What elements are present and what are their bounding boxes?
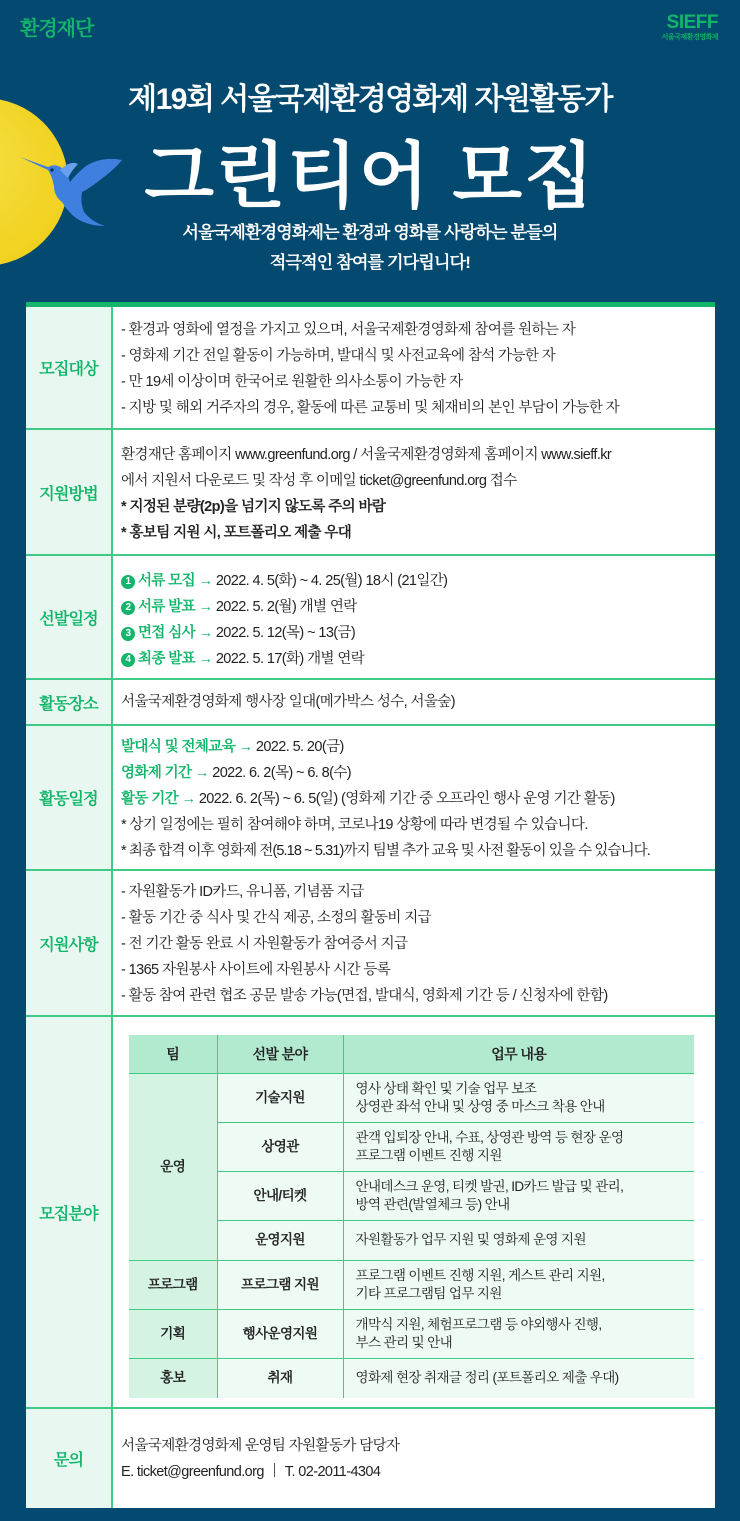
field-cell: 상영관	[217, 1122, 343, 1171]
header-team: 팀	[129, 1035, 217, 1073]
divider	[274, 1463, 275, 1477]
table-row	[129, 1073, 694, 1122]
row-place	[26, 680, 715, 726]
row-contact	[26, 1409, 715, 1508]
content-fields	[113, 1017, 715, 1407]
team-cell: 프로그램	[129, 1260, 217, 1309]
label-contact: 문의	[26, 1409, 113, 1508]
table-header-row	[129, 1035, 694, 1073]
content-method	[113, 430, 715, 554]
list-item: - 만 19세 이상이며 한국어로 원활한 의사소통이 가능한 자	[121, 374, 463, 390]
activity-item: 영화제 기간 → 2022. 6. 2(목) ~ 6. 8(수)	[121, 765, 351, 781]
schedule-item: 3 면접 심사 → 2022. 5. 12(목) ~ 13(금)	[121, 620, 707, 646]
list-item: - 환경과 영화에 열정을 가지고 있으며, 서울국제환경영화제 참여를 원하는 자	[121, 322, 576, 338]
desc-cell: 안내데스크 운영, 티켓 발권, ID카드 발급 및 관리, 방역 관련(발열체크 등) 안내	[343, 1171, 694, 1220]
poster-header	[0, 0, 740, 300]
title-line1: 제19회 서울국제환경영화제 자원활동가	[128, 83, 612, 116]
row-method	[26, 430, 715, 556]
greenfund-logo: 환경재단	[20, 18, 94, 40]
content-place: 서울국제환경영화제 행사장 일대(메가박스 성수, 서울숲)	[121, 694, 455, 710]
schedule-item: 4 최종 발표 → 2022. 5. 17(화) 개별 연락	[121, 646, 707, 672]
sieff-logo-text: SIEFF	[666, 12, 718, 33]
fields-table	[129, 1035, 694, 1398]
row-fields	[26, 1017, 715, 1409]
desc-cell: 프로그램 이벤트 진행 지원, 게스트 관리 지원, 기타 프로그램팀 업무 지원	[343, 1260, 694, 1309]
list-item: - 활동 참여 관련 협조 공문 발송 가능(면접, 발대식, 영화제 기간 등 / 신청자에 한함)	[121, 988, 608, 1004]
row-activity	[26, 726, 715, 871]
label-activity: 활동일정	[26, 726, 113, 869]
contact-details	[121, 1459, 707, 1485]
activity-item: 발대식 및 전체교육 → 2022. 5. 20(금)	[121, 739, 344, 755]
sieff-logo	[662, 14, 718, 42]
content-activity	[113, 726, 715, 869]
row-support	[26, 871, 715, 1017]
table-row	[129, 1260, 694, 1309]
desc-cell: 자원활동가 업무 지원 및 영화제 운영 지원	[343, 1220, 694, 1260]
desc-cell: 영화제 현장 취재글 정리 (포트폴리오 제출 우대)	[343, 1358, 694, 1398]
field-cell: 기술지원	[217, 1073, 343, 1122]
activity-note1: * 상기 일정에는 필히 참여해야 하며, 코로나19 상황에 따라 변경될 수 있습니다.	[121, 817, 588, 833]
field-cell: 행사운영지원	[217, 1309, 343, 1358]
label-schedule: 선발일정	[26, 556, 113, 678]
subtitle-line2: 적극적인 참여를 기다립니다!	[269, 253, 471, 272]
field-cell: 프로그램 지원	[217, 1260, 343, 1309]
contact-line1: 서울국제환경영화제 운영팀 자원활동가 담당자	[121, 1437, 400, 1454]
label-method: 지원방법	[26, 430, 113, 554]
row-schedule	[26, 556, 715, 680]
field-cell: 안내/티켓	[217, 1171, 343, 1220]
team-cell: 기획	[129, 1309, 217, 1358]
title-line2: 그린티어 모집	[144, 137, 596, 217]
list-item: - 1365 자원봉사 사이트에 자원봉사 시간 등록	[121, 962, 391, 978]
content-support	[113, 871, 715, 1015]
list-item: - 영화제 기간 전일 활동이 가능하며, 발대식 및 사전교육에 참석 가능한 자	[121, 348, 556, 364]
contact-email[interactable]: E. ticket@greenfund.org	[121, 1463, 264, 1480]
subtitle-line1: 서울국제환경영화제는 환경과 영화를 사랑하는 분들의	[182, 223, 558, 242]
subtitle	[0, 218, 740, 278]
content-contact	[113, 1409, 715, 1508]
header-desc: 업무 내용	[343, 1035, 694, 1073]
activity-item: 활동 기간 → 2022. 6. 2(목) ~ 6. 5(일) (영화제 기간 중 오프라인 행사 운영 기간 활동)	[121, 791, 615, 807]
method-note2: * 홍보팀 지원 시, 포트폴리오 제출 우대	[121, 525, 352, 541]
sieff-logo-subtext: 서울국제환경영화제	[661, 34, 718, 41]
desc-cell: 영사 상태 확인 및 기술 업무 보조 상영관 좌석 안내 및 상영 중 마스크 착용 안내	[343, 1073, 694, 1122]
field-cell: 취재	[217, 1358, 343, 1398]
label-fields: 모집분야	[26, 1017, 113, 1407]
desc-cell: 관객 입퇴장 안내, 수표, 상영관 방역 등 현장 운영 프로그램 이벤트 진행 지원	[343, 1122, 694, 1171]
label-support: 지원사항	[26, 871, 113, 1015]
content-target	[113, 307, 715, 428]
table-row	[129, 1358, 694, 1398]
method-line1: 환경재단 홈페이지 www.greenfund.org / 서울국제환경영화제 홈페이지 www.sieff.kr	[121, 447, 612, 463]
contact-phone[interactable]: T. 02-2011-4304	[284, 1463, 381, 1480]
label-target: 모집대상	[26, 307, 113, 428]
field-cell: 운영지원	[217, 1220, 343, 1260]
list-item: - 지방 및 해외 거주자의 경우, 활동에 따른 교통비 및 체재비의 본인 부담이 가능한 자	[121, 400, 620, 416]
number-2-icon: 2	[121, 601, 135, 615]
schedule-item: 1 서류 모집 → 2022. 4. 5(화) ~ 4. 25(월) 18시 (21일간)	[121, 568, 707, 594]
number-3-icon: 3	[121, 627, 135, 641]
info-table	[26, 302, 715, 1508]
number-4-icon: 4	[121, 653, 135, 667]
number-1-icon: 1	[121, 575, 135, 589]
table-row	[129, 1309, 694, 1358]
method-note1: * 지정된 분량(2p)을 넘기지 않도록 주의 바람	[121, 499, 386, 515]
row-target	[26, 307, 715, 430]
method-line2: 에서 지원서 다운로드 및 작성 후 이메일 ticket@greenfund.org 접수	[121, 473, 517, 489]
team-cell: 홍보	[129, 1358, 217, 1398]
list-item: - 활동 기간 중 식사 및 간식 제공, 소정의 활동비 지급	[121, 910, 432, 926]
list-item: - 전 기간 활동 완료 시 자원활동가 참여증서 지급	[121, 936, 408, 952]
list-item: - 자원활동가 ID카드, 유니폼, 기념품 지급	[121, 884, 364, 900]
header-field: 선발 분야	[217, 1035, 343, 1073]
content-schedule	[113, 556, 715, 678]
activity-note2: * 최종 합격 이후 영화제 전(5.18 ~ 5.31)까지 팀별 추가 교육 및 사전 활동이 있을 수 있습니다.	[121, 843, 650, 859]
label-place: 활동장소	[26, 680, 113, 724]
team-cell: 운영	[129, 1073, 217, 1260]
schedule-item: 2 서류 발표 → 2022. 5. 2(월) 개별 연락	[121, 594, 707, 620]
desc-cell: 개막식 지원, 체험프로그램 등 야외행사 진행, 부스 관리 및 안내	[343, 1309, 694, 1358]
